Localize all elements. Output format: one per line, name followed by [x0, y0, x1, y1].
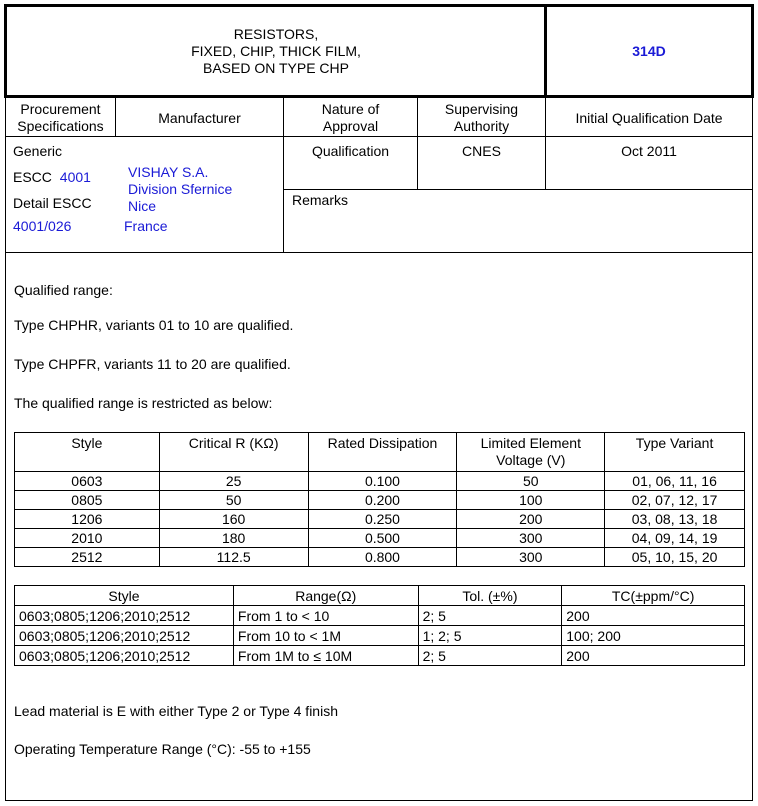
table-row [15, 626, 745, 646]
tolerance-cell-tol: 2; 5 [418, 646, 562, 666]
spec-generic: Generic [13, 143, 63, 159]
range-cell-diss: 0.500 [308, 529, 457, 548]
range-header-voltage-line1: Limited Element [480, 435, 581, 451]
range-cell-r: 180 [159, 529, 308, 548]
table-row [15, 472, 745, 491]
manufacturer-line-2: Division Sfernice [128, 181, 233, 197]
remarks-top-line [283, 189, 753, 190]
title-line-2: FIXED, CHIP, THICK FILM, [191, 42, 361, 59]
header-row-bottom [5, 136, 753, 137]
range-cell-diss: 0.800 [308, 548, 457, 567]
range-table [14, 432, 745, 567]
range-cell-volt: 200 [457, 510, 605, 529]
range-cell-style: 1206 [15, 510, 160, 529]
range-cell-variant: 05, 10, 15, 20 [605, 548, 745, 567]
range-cell-variant: 03, 08, 13, 18 [605, 510, 745, 529]
range-cell-variant: 04, 09, 14, 19 [605, 529, 745, 548]
spec-detail-label: Detail ESCC [13, 195, 92, 211]
header-qualification-date [546, 100, 752, 136]
header-supervising-line1: Supervising [444, 101, 519, 117]
remarks-label: Remarks [292, 192, 349, 208]
header-manufacturer-label: Manufacturer [158, 109, 241, 126]
range-cell-style: 2512 [15, 548, 160, 567]
tolerance-cell-range: From 1M to ≤ 10M [233, 646, 418, 666]
tolerance-cell-style: 0603;0805;1206;2010;2512 [15, 606, 234, 626]
range-header-variant: Type Variant [605, 433, 745, 472]
tolerance-header-tol: Tol. (±%) [418, 586, 562, 606]
range-cell-diss: 0.250 [308, 510, 457, 529]
range-cell-r: 25 [159, 472, 308, 491]
range-header-dissipation: Rated Dissipation [308, 433, 457, 472]
approval-value: Qualification [311, 143, 390, 159]
range-cell-volt: 100 [457, 491, 605, 510]
manufacturer-line-4: France [124, 218, 168, 234]
paragraph-operating-temperature: Operating Temperature Range (°C): -55 to +155 [14, 741, 311, 757]
info-section-bottom [5, 252, 753, 253]
table-row [15, 491, 745, 510]
tolerance-table-header [15, 586, 745, 606]
tolerance-cell-tc: 200 [562, 646, 745, 666]
tolerance-header-range: Range(Ω) [233, 586, 418, 606]
paragraph-restricted: The qualified range is restricted as below: [14, 395, 273, 411]
table-row [15, 510, 745, 529]
qualification-date-value: Oct 2011 [621, 143, 677, 159]
document-title [6, 6, 546, 96]
tolerance-table [14, 585, 745, 666]
paragraph-chphr: Type CHPHR, variants 01 to 10 are qualified. [14, 317, 294, 333]
title-line-3: BASED ON TYPE CHP [202, 59, 349, 76]
tolerance-cell-tc: 100; 200 [562, 626, 745, 646]
title-line-1: RESISTORS, [233, 25, 319, 42]
header-procurement-line2: Specifications [17, 118, 104, 134]
range-cell-style: 0603 [15, 472, 160, 491]
header-nature [284, 100, 417, 136]
range-cell-r: 112.5 [159, 548, 308, 567]
tolerance-cell-tc: 200 [562, 606, 745, 626]
range-cell-diss: 0.100 [308, 472, 457, 491]
table-row [15, 646, 745, 666]
manufacturer-line-1: VISHAY S.A. [128, 164, 209, 180]
range-header-voltage [457, 433, 605, 472]
tolerance-cell-range: From 10 to < 1M [233, 626, 418, 646]
paragraph-qualified-range: Qualified range: [14, 282, 113, 298]
header-nature-line2: Approval [322, 118, 379, 134]
range-cell-style: 0805 [15, 491, 160, 510]
header-qualification-date-label: Initial Qualification Date [575, 109, 723, 126]
frame-bottom [5, 800, 753, 801]
paragraph-lead-material: Lead material is E with either Type 2 or Type 4 finish [14, 703, 338, 719]
range-cell-volt: 50 [457, 472, 605, 491]
range-header-style: Style [15, 433, 160, 472]
table-row [15, 529, 745, 548]
spec-detail-link[interactable]: 4001/026 [13, 218, 72, 234]
header-nature-line1: Nature of [321, 101, 380, 117]
range-cell-variant: 01, 06, 11, 16 [605, 472, 745, 491]
table-row [15, 606, 745, 626]
header-manufacturer [116, 100, 283, 136]
range-table-header [15, 433, 745, 472]
range-cell-volt: 300 [457, 529, 605, 548]
paragraph-chpfr: Type CHPFR, variants 11 to 20 are qualified. [14, 356, 291, 372]
manufacturer-line-3: Nice [128, 198, 157, 214]
spec-escc [13, 169, 91, 186]
authority-value: CNES [462, 143, 501, 159]
tolerance-header-tc: TC(±ppm/°C) [562, 586, 745, 606]
header-procurement [6, 100, 115, 136]
tolerance-cell-tol: 2; 5 [418, 606, 562, 626]
spec-escc-label: ESCC [13, 169, 52, 185]
range-cell-diss: 0.200 [308, 491, 457, 510]
range-cell-r: 160 [159, 510, 308, 529]
table-row [15, 548, 745, 567]
range-cell-variant: 02, 07, 12, 17 [605, 491, 745, 510]
range-cell-volt: 300 [457, 548, 605, 567]
header-supervising-line2: Authority [453, 118, 510, 134]
tolerance-cell-style: 0603;0805;1206;2010;2512 [15, 646, 234, 666]
frame-right [752, 98, 753, 801]
range-cell-r: 50 [159, 491, 308, 510]
header-procurement-line1: Procurement [20, 101, 101, 117]
tolerance-header-style: Style [15, 586, 234, 606]
header-supervising [418, 100, 545, 136]
tolerance-cell-style: 0603;0805;1206;2010;2512 [15, 626, 234, 646]
range-header-critical-r: Critical R (KΩ) [159, 433, 308, 472]
tolerance-cell-range: From 1 to < 10 [233, 606, 418, 626]
document-code: 314D [632, 43, 666, 59]
range-header-voltage-line2: Voltage (V) [496, 452, 566, 468]
tolerance-cell-tol: 1; 2; 5 [418, 626, 562, 646]
spec-escc-link[interactable]: 4001 [59, 169, 91, 185]
range-cell-style: 2010 [15, 529, 160, 548]
frame-left [5, 98, 6, 801]
